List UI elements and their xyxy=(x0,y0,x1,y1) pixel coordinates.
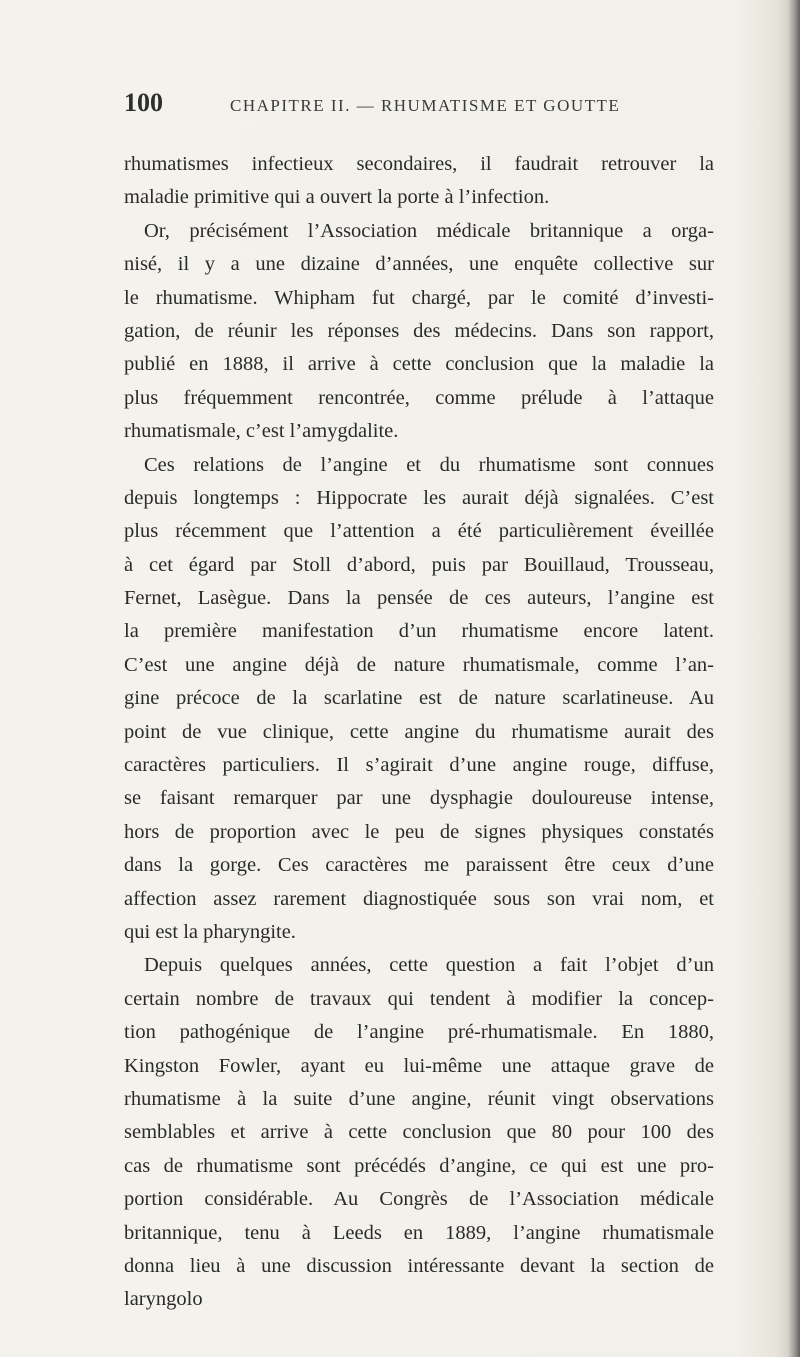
text-line: Kingston Fowler, ayant eu lui-même une attaque grave de xyxy=(124,1054,714,1077)
text-line: caractères particuliers. Il s’agirait d’une angine rouge, diffuse, xyxy=(124,754,714,777)
text-line: rhumatisme à la suite d’une angine, réunit vingt observations xyxy=(124,1087,714,1110)
text-line: cas de rhumatisme sont précédés d’angine, ce qui est une pro- xyxy=(124,1154,714,1177)
text-line: publié en 1888, il arrive à cette conclusion que la maladie la xyxy=(124,353,714,376)
page-edge-shadow xyxy=(788,0,800,1357)
text-line: se faisant remarquer par une dysphagie douloureuse intense, xyxy=(124,787,714,810)
text-line: Ces relations de l’angine et du rhumatisme sont connues xyxy=(144,453,714,476)
text-line: à cet égard par Stoll d’abord, puis par Bouillaud, Trousseau, xyxy=(124,553,714,576)
text-line: gation, de réunir les réponses des médecins. Dans son rapport, xyxy=(124,319,714,342)
text-line: britannique, tenu à Leeds en 1889, l’angine rhumatismale xyxy=(124,1221,714,1244)
text-line: Or, précisément l’Association médicale britannique a orga- xyxy=(144,219,714,242)
page-header xyxy=(124,88,724,128)
text-line: dans la gorge. Ces caractères me paraissent être ceux d’une xyxy=(124,854,714,877)
text-line: hors de proportion avec le peu de signes physiques constatés xyxy=(124,820,714,843)
text-line: le rhumatisme. Whipham fut chargé, par le comité d’investi- xyxy=(124,286,714,309)
text-line: tion pathogénique de l’angine pré-rhumatismale. En 1880, xyxy=(124,1021,714,1044)
running-title: CHAPITRE II. — RHUMATISME ET GOUTTE xyxy=(230,96,621,115)
text-line: maladie primitive qui a ouvert la porte à l’infection. xyxy=(124,186,550,209)
text-line: C’est une angine déjà de nature rhumatismale, comme l’an- xyxy=(124,653,714,676)
text-line: Fernet, Lasègue. Dans la pensée de ces auteurs, l’angine est xyxy=(124,587,714,610)
text-line: rhumatismale, c’est l’amygdalite. xyxy=(124,420,399,443)
page-number: 100 xyxy=(124,88,163,117)
text-line: plus fréquemment rencontrée, comme prélude à l’attaque xyxy=(124,386,714,409)
text-line: rhumatismes infectieux secondaires, il faudrait retrouver la xyxy=(124,153,714,175)
text-line: gine précoce de la scarlatine est de nature scarlatineuse. Au xyxy=(124,687,714,710)
text-line: point de vue clinique, cette angine du rhumatisme aurait des xyxy=(124,720,714,743)
text-line: depuis longtemps : Hippocrate les aurait déjà signalées. C’est xyxy=(124,486,714,509)
body-text xyxy=(124,148,714,1317)
text-line: affection assez rarement diagnostiquée sous son vrai nom, et xyxy=(124,887,714,910)
text-line: certain nombre de travaux qui tendent à modifier la concep- xyxy=(124,987,714,1010)
text-line: semblables et arrive à cette conclusion que 80 pour 100 des xyxy=(124,1121,714,1144)
text-line: Depuis quelques années, cette question a fait l’objet d’un xyxy=(144,954,714,977)
text-line: portion considérable. Au Congrès de l’Association médicale xyxy=(124,1188,714,1211)
text-line: qui est la pharyngite. xyxy=(124,920,296,943)
text-line: laryngolo xyxy=(124,1288,203,1311)
text-line: la première manifestation d’un rhumatisme encore latent. xyxy=(124,620,714,643)
text-line: donna lieu à une discussion intéressante devant la section de xyxy=(124,1254,714,1277)
text-line: plus récemment que l’attention a été particulièrement éveillée xyxy=(124,520,714,543)
text-line: nisé, il y a une dizaine d’années, une enquête collective sur xyxy=(124,253,714,276)
